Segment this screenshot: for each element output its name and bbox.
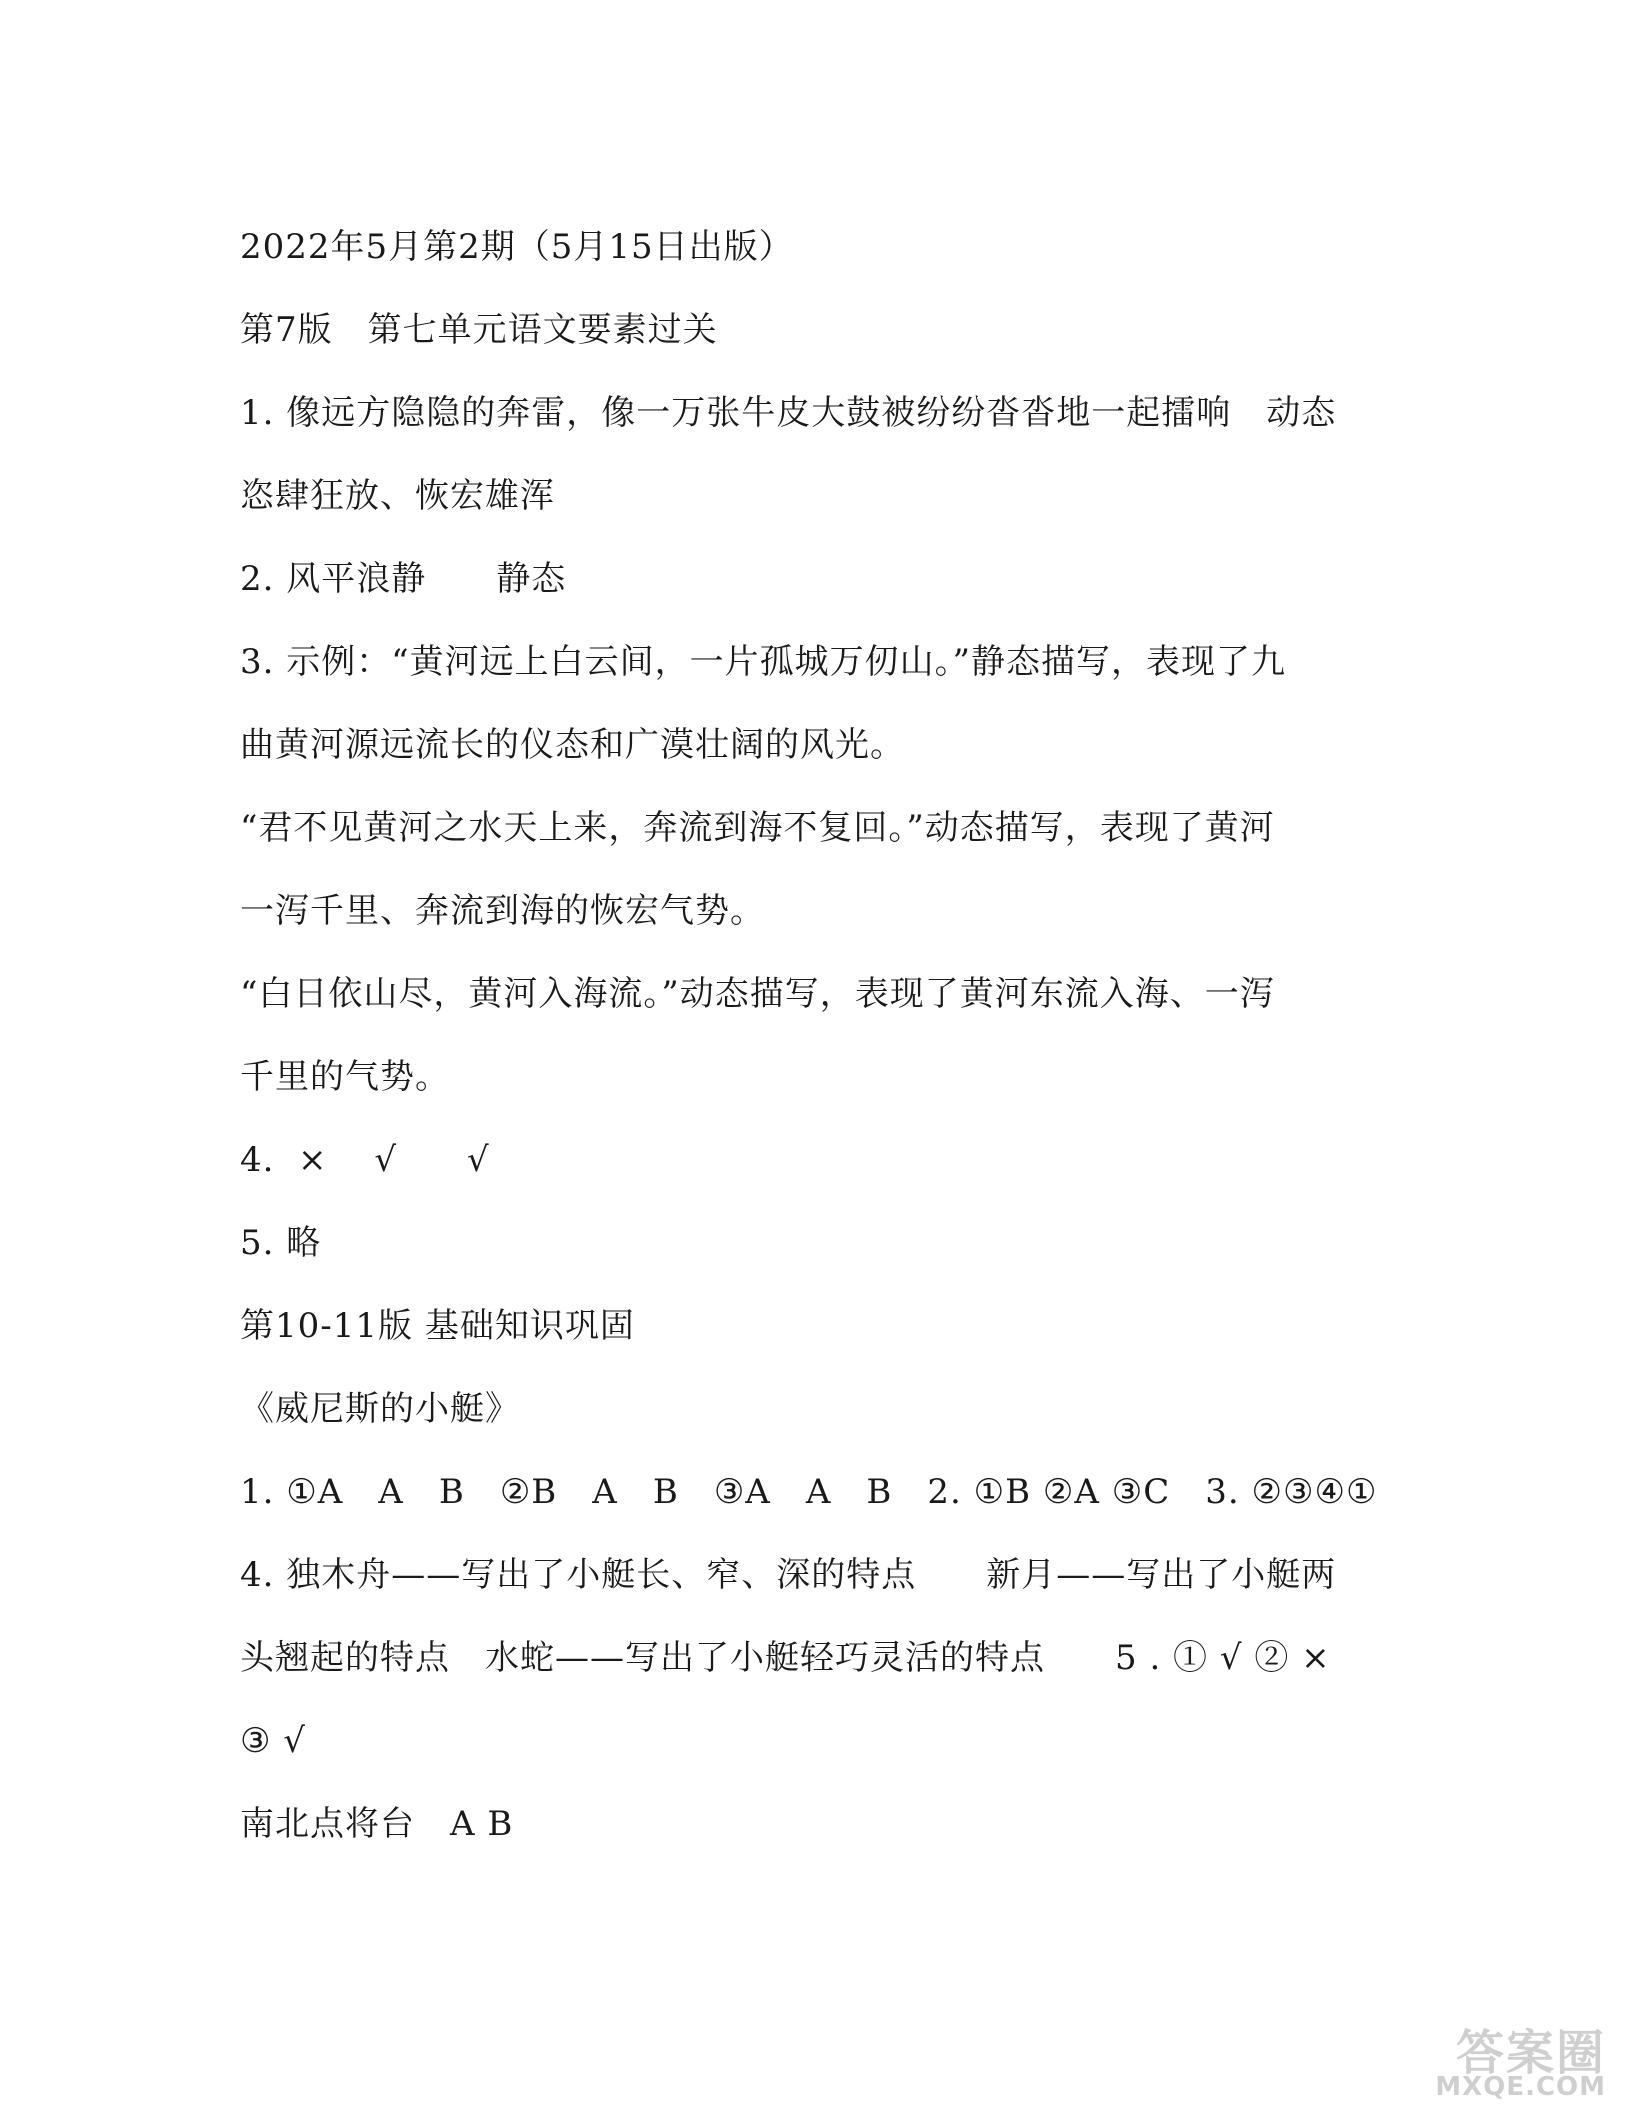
answer-line: 头翘起的特点 水蛇——写出了小艇轻巧灵活的特点 5 . ① √ ② ×: [240, 1638, 1331, 1678]
answer-line: 5. 略: [240, 1223, 322, 1263]
answer-line: 2. 风平浪静 静态: [240, 559, 567, 599]
answer-line: “白日依山尽，黄河入海流。”动态描写，表现了黄河东流入海、一泻: [240, 974, 1275, 1014]
answer-line: 4. × √ √: [240, 1140, 490, 1180]
lesson-title: 《威尼斯的小艇》: [240, 1389, 520, 1429]
answer-line: “君不见黄河之水天上来，奔流到海不复回。”动态描写，表现了黄河: [240, 808, 1275, 848]
section-heading-page-10-11: 第10-11版 基础知识巩固: [240, 1306, 635, 1346]
section-heading-page-7: 第7版 第七单元语文要素过关: [240, 310, 718, 350]
watermark-url: MXQE.COM: [1435, 2072, 1606, 2102]
answer-line: ③ √: [240, 1721, 306, 1761]
answer-line: 曲黄河源远流长的仪态和广漠壮阔的风光。: [240, 725, 905, 765]
answer-line: 恣肆狂放、恢宏雄浑: [240, 476, 555, 516]
answer-line: 千里的气势。: [240, 1057, 450, 1097]
answer-line: 一泻千里、奔流到海的恢宏气势。: [240, 891, 765, 931]
answer-line: 南北点将台 A B: [240, 1804, 514, 1844]
watermark-logo-text: 答案圈: [1455, 2025, 1606, 2081]
answer-line: 1. 像远方隐隐的奔雷，像一万张牛皮大鼓被纷纷沓沓地一起擂响 动态: [240, 393, 1337, 433]
answer-line: 4. 独木舟——写出了小艇长、窄、深的特点 新月——写出了小艇两: [240, 1555, 1337, 1595]
site-watermark: [1358, 2014, 1606, 2102]
answer-line: 3. 示例：“黄河远上白云间，一片孤城万仞山。”静态描写，表现了九: [240, 642, 1287, 682]
issue-date-line: 2022年5月第2期（5月15日出版）: [240, 227, 794, 267]
answer-document: [240, 206, 1390, 1866]
answer-line: 1. ①A A B ②B A B ③A A B 2. ①B ②A ③C 3. ②③④①: [240, 1472, 1378, 1512]
